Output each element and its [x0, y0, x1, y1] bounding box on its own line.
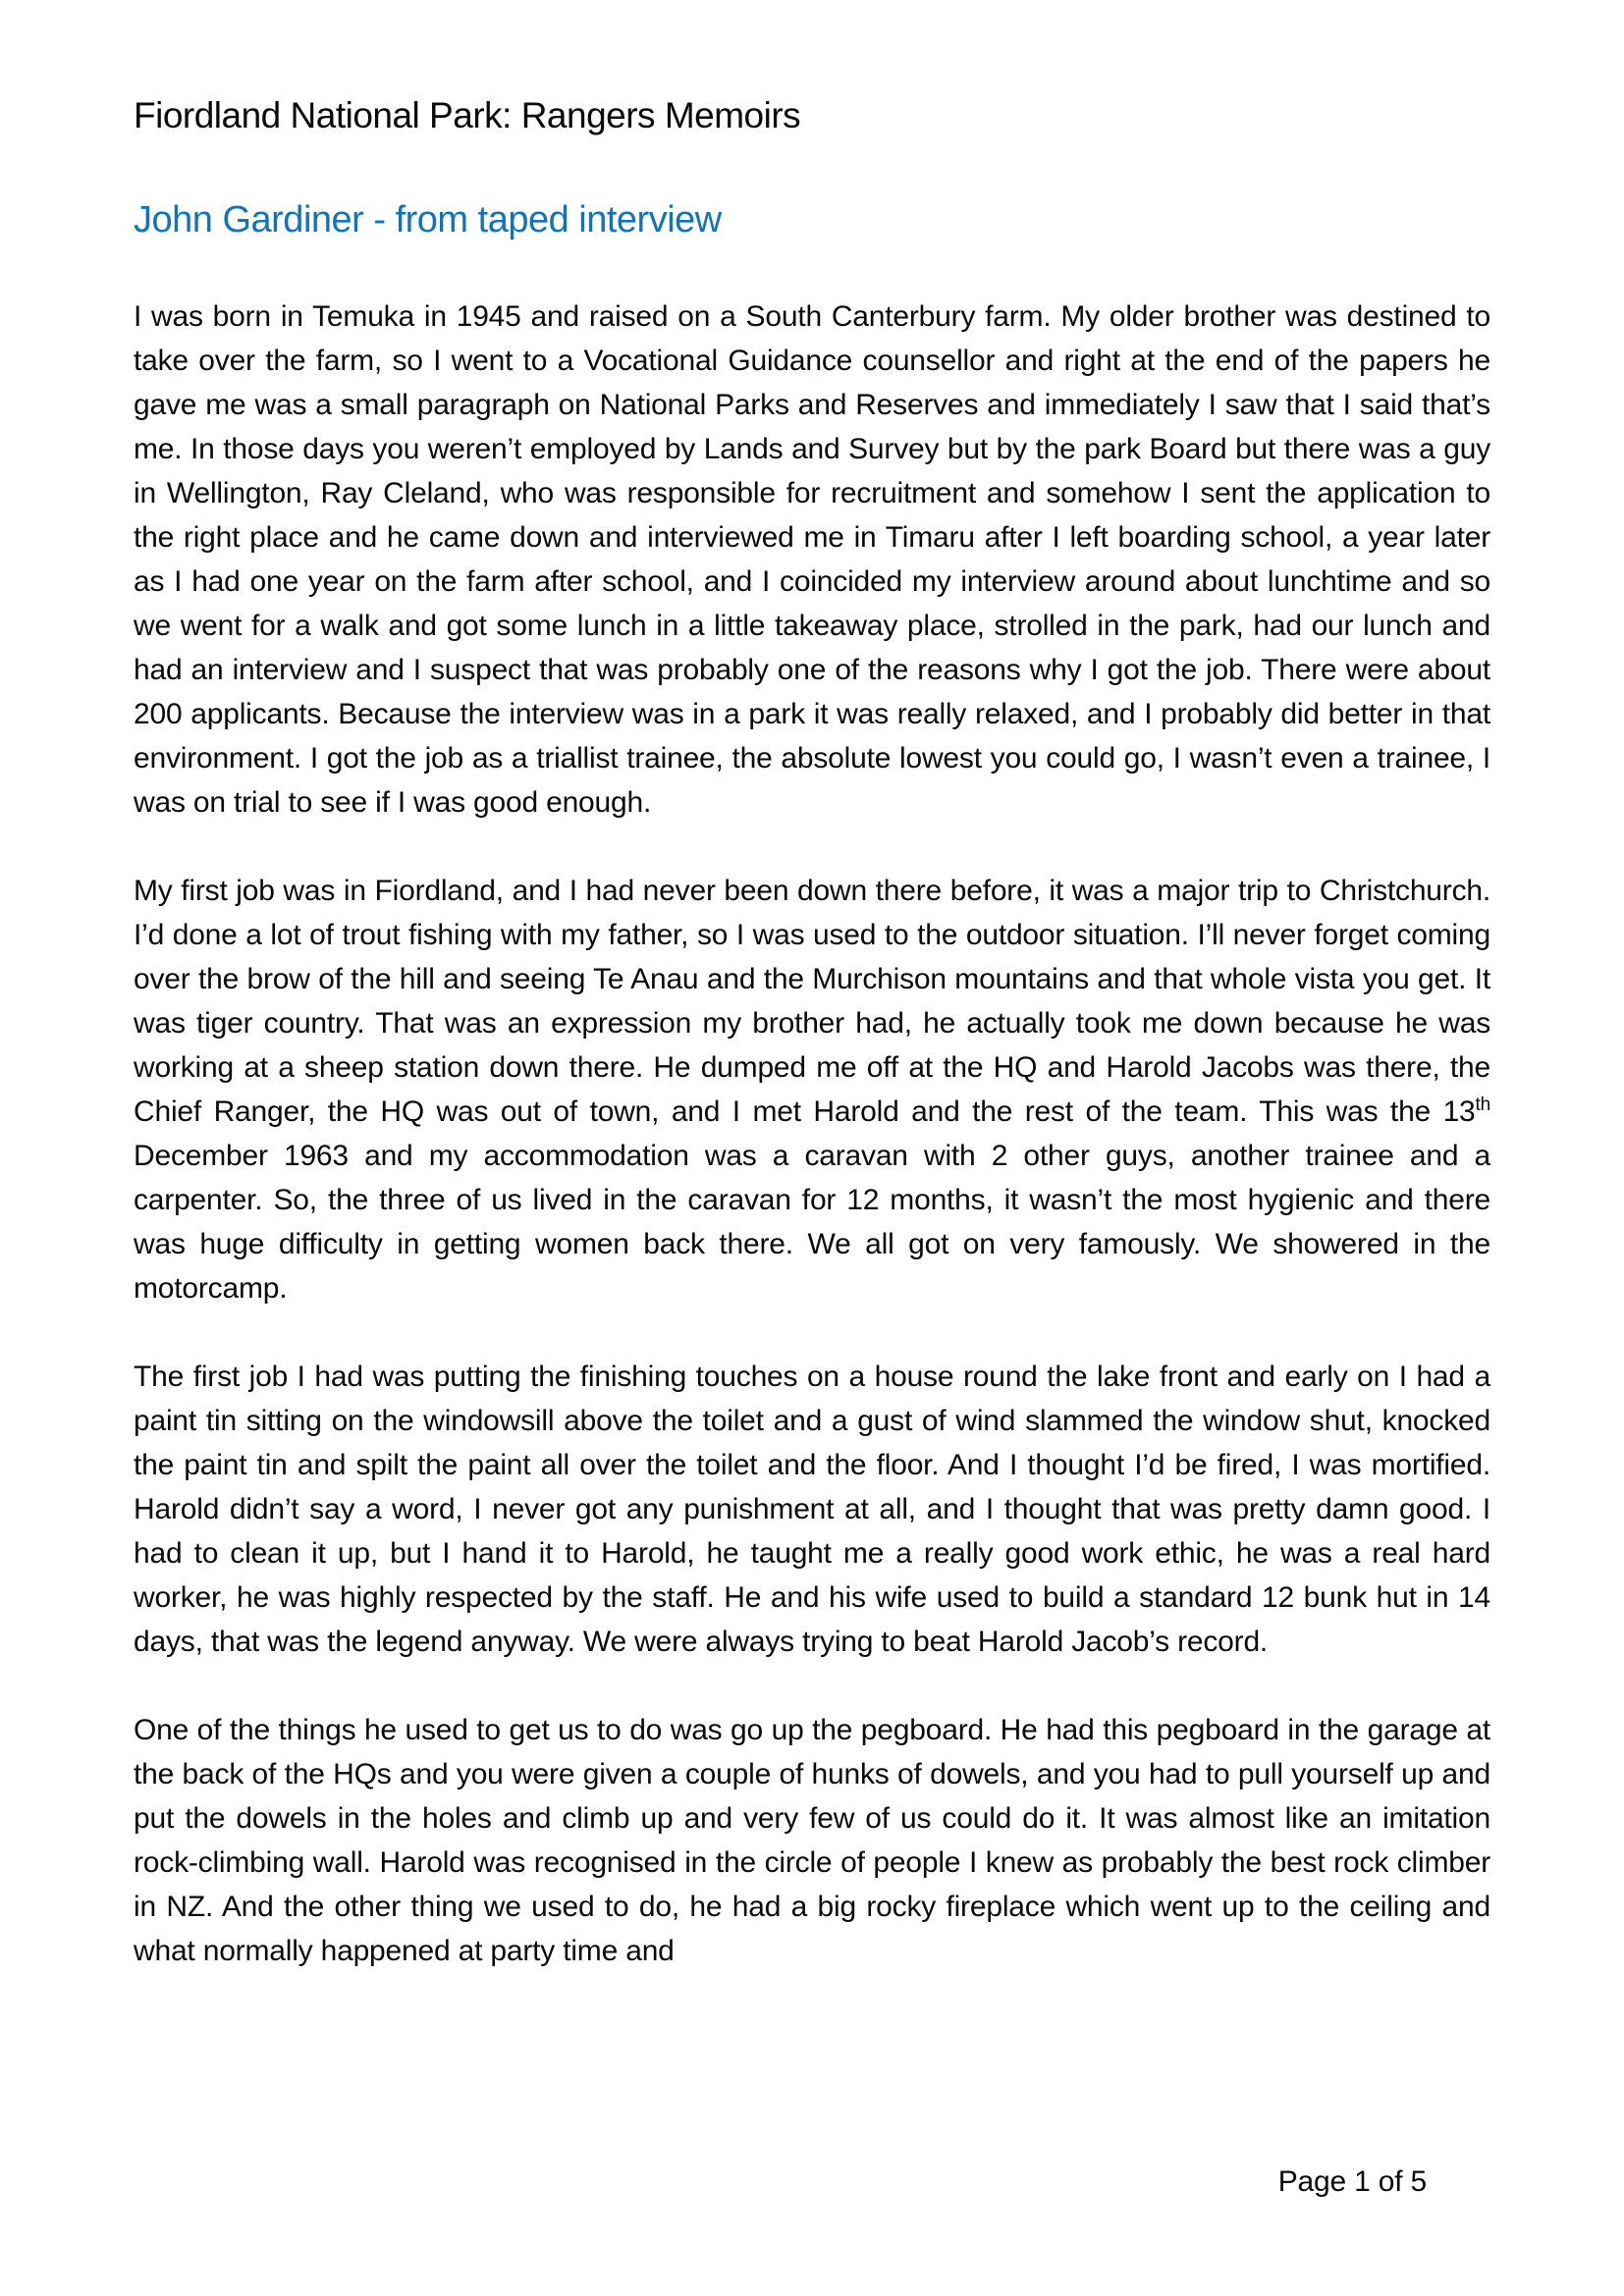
section-heading: John Gardiner - from taped interview	[134, 199, 722, 241]
paragraph-4: One of the things he used to get us to do was go up the pegboard. He had this pegboard in the garage at the back of the HQs and you were given a couple of hunks of dowels, and you had to pull yourself up and put the dowels in the holes and climb up and very few of us could do it. It was almost like an imitation rock-climbing wall. Harold was recognised in the circle of people I knew as probably the best rock climber in NZ. And the other thing we used to do, he had a big rocky fireplace which went up to the ceiling and what normally happened at party time and	[134, 1713, 1490, 1967]
ordinal-superscript: th	[1475, 1094, 1490, 1115]
paragraph-2-text: My first job was in Fiordland, and I had never been down there before, it was a major trip to Christchurch. I’d done a lot of trout fishing with my father, so I was used to the outdoor situation. I’ll never forget coming over the brow of the hill and seeing Te Anau and the Murchison mountains and that whole vista you get. It was tiger country. That was an expression my brother had, he actually took me down because he was working at a sheep station down there. He dumped me off at the HQ and Harold Jacobs was there, the Chief Ranger, the HQ was out of town, and I met Harold and the rest of the team. This was the 13	[134, 874, 1490, 1128]
paragraph-1: I was born in Temuka in 1945 and raised on a South Canterbury farm. My older brother was destined to take over the farm, so I went to a Vocational Guidance counsellor and right at the end of the papers he gave me was a small paragraph on National Parks and Reserves and immediately I saw that I said that’s me. In those days you weren’t employed by Lands and Survey but by the park Board but there was a guy in Wellington, Ray Cleland, who was responsible for recruitment and somehow I sent the application to the right place and he came down and interviewed me in Timaru after I left boarding school, a year later as I had one year on the farm after school, and I coincided my interview around about lunchtime and so we went for a walk and got some lunch in a little takeaway place, strolled in the park, had our lunch and had an interview and I suspect that was probably one of the reasons why I got the job. There were about 200 applicants. Because the interview was in a park it was really relaxed, and I probably did better in that environment. I got the job as a triallist trainee, the absolute lowest you could go, I wasn’t even a trainee, I was on trial to see if I was good enough.	[134, 299, 1490, 819]
paragraph-3: The first job I had was putting the finishing touches on a house round the lake front and early on I had a paint tin sitting on the windowsill above the toilet and a gust of wind slammed the window shut, knocked the paint tin and spilt the paint all over the toilet and the floor. And I thought I’d be fired, I was mortified. Harold didn’t say a word, I never got any punishment at all, and I thought that was pretty damn good. I had to clean it up, but I hand it to Harold, he taught me a really good work ethic, he was a real hard worker, he was highly respected by the staff. He and his wife used to build a standard 12 bunk hut in 14 days, that was the legend anyway. We were always trying to beat Harold Jacob’s record.	[134, 1360, 1490, 1658]
body-text	[134, 294, 1490, 1973]
paragraph-2-text-continued: December 1963 and my accommodation was a caravan with 2 other guys, another trainee and a carpenter. So, the three of us lived in the caravan for 12 months, it wasn’t the most hygienic and there was huge difficulty in getting women back there. We all got on very famously. We showered in the motorcamp.	[134, 1139, 1490, 1305]
page-number-footer: Page 1 of 5	[1277, 2165, 1427, 2198]
paragraph-2	[134, 869, 1490, 1310]
document-content	[134, 0, 1490, 1973]
document-title: Fiordland National Park: Rangers Memoirs	[134, 95, 801, 135]
